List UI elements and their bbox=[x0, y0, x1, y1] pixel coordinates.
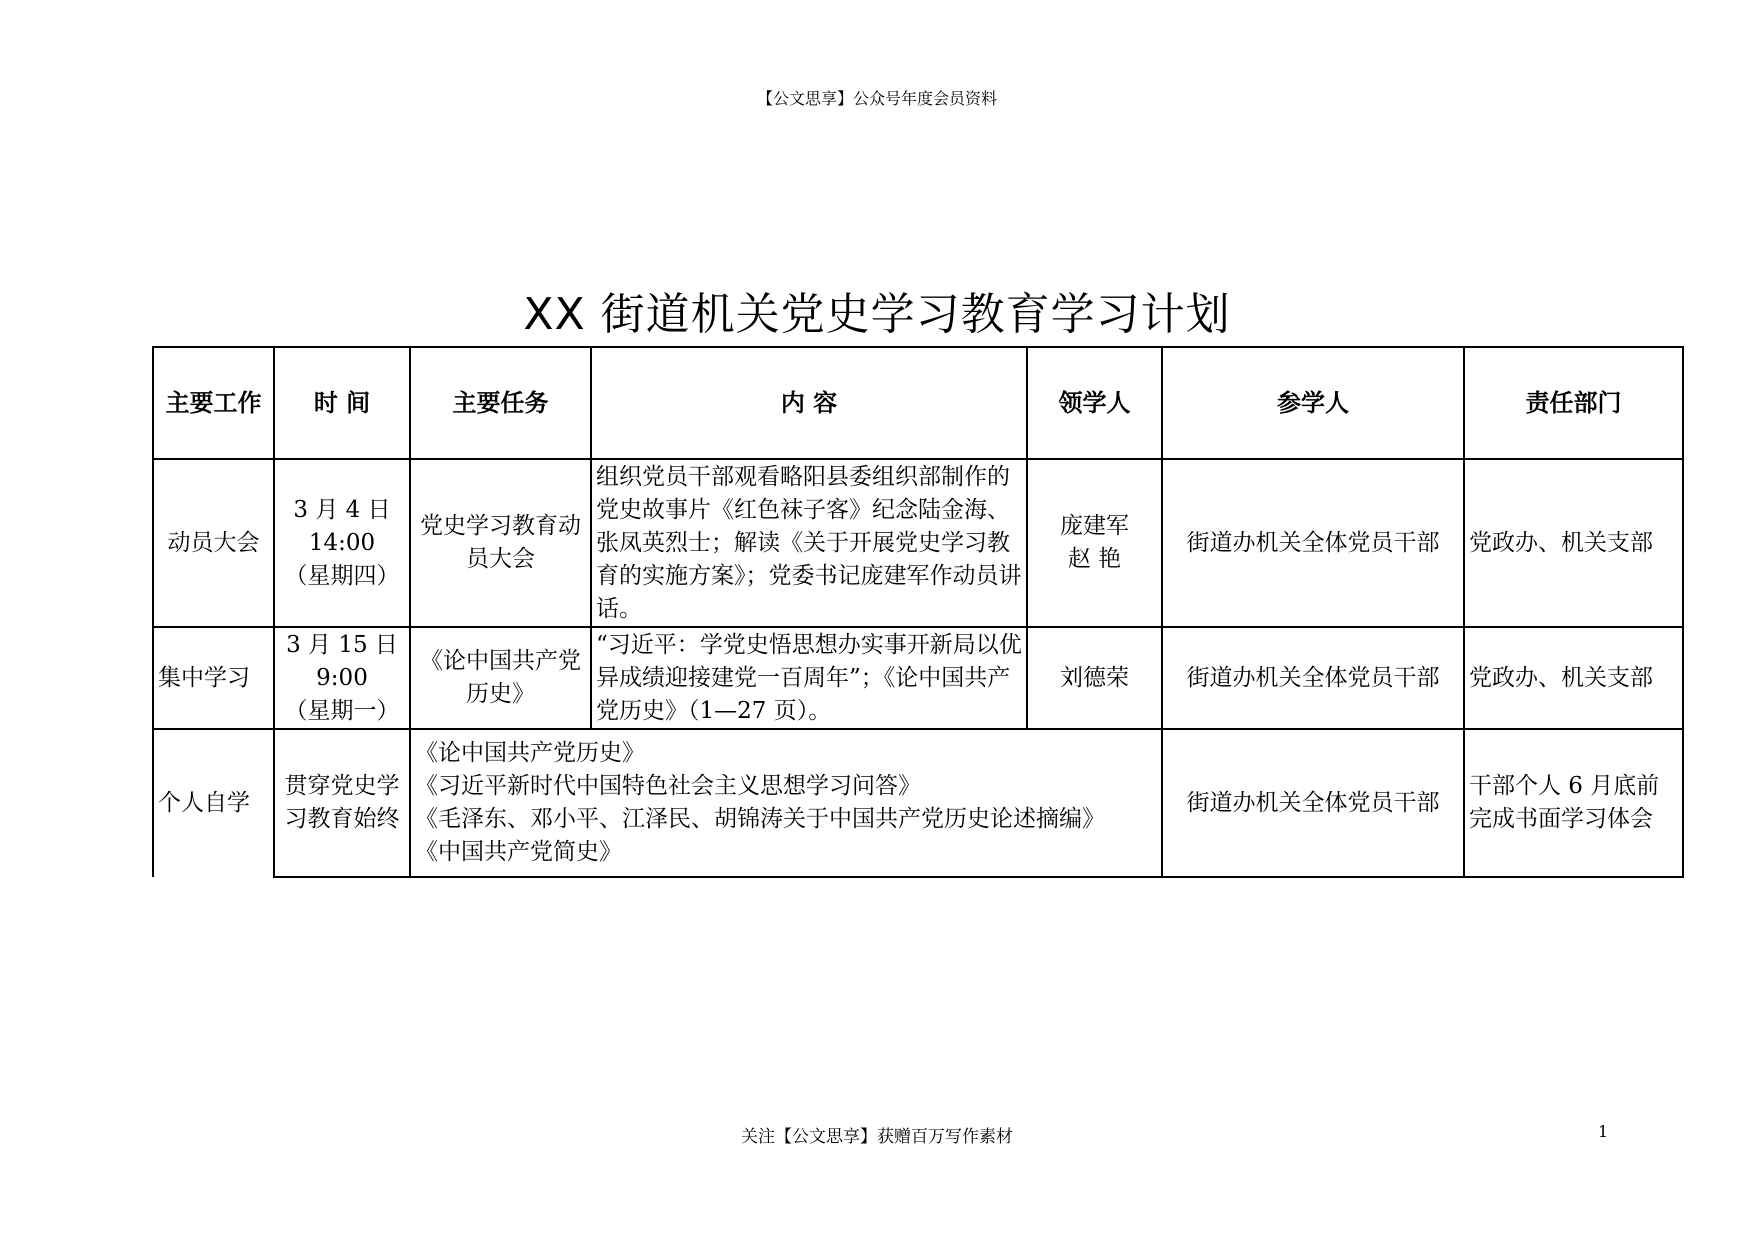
cell-dept: 党政办、机关支部 bbox=[1464, 459, 1683, 627]
time-date: 3 月 15 日 bbox=[286, 631, 398, 658]
time-weekday: （星期一） bbox=[284, 697, 400, 724]
header-time: 时 间 bbox=[274, 347, 410, 459]
cell-task: 党史学习教育动员大会 bbox=[410, 459, 591, 627]
cell-work: 集中学习 bbox=[153, 627, 274, 729]
page-number: 1 bbox=[1598, 1122, 1609, 1141]
cell-content: 组织党员干部观看略阳县委组织部制作的党史故事片《红色袜子客》纪念陆金海、张凤英烈士；解读《关于开展党史学习教育的实施方案》；党委书记庞建军作动员讲话。 bbox=[591, 459, 1027, 627]
table-header-row bbox=[153, 347, 1683, 459]
cell-time: 贯穿党史学习教育始终 bbox=[274, 729, 410, 877]
cell-time bbox=[274, 459, 410, 627]
book-title: 《中国共产党简史》 bbox=[415, 839, 622, 865]
time-weekday: （星期四） bbox=[284, 562, 400, 589]
footer-note: 关注【公文思享】获赠百万写作素材 bbox=[741, 1127, 1013, 1147]
cell-leaders bbox=[1027, 459, 1162, 627]
book-title: 《毛泽东、邓小平、江泽民、胡锦涛关于中国共产党历史论述摘编》 bbox=[415, 806, 1105, 832]
header-main-work: 主要工作 bbox=[153, 347, 274, 459]
cell-time bbox=[274, 627, 410, 729]
book-title: 《习近平新时代中国特色社会主义思想学习问答》 bbox=[415, 773, 921, 799]
header-content: 内 容 bbox=[591, 347, 1027, 459]
header-main-task: 主要任务 bbox=[410, 347, 591, 459]
time-hour: 14:00 bbox=[308, 529, 376, 556]
document-title: XX 街道机关党史学习教育学习计划 bbox=[523, 289, 1231, 340]
header-participants: 参学人 bbox=[1162, 347, 1464, 459]
leader-name: 赵 艳 bbox=[1067, 546, 1122, 572]
cell-participants: 街道办机关全体党员干部 bbox=[1162, 729, 1464, 877]
header-leader: 领学人 bbox=[1027, 347, 1162, 459]
cell-work: 动员大会 bbox=[153, 459, 274, 627]
cell-books bbox=[410, 729, 1162, 877]
cell-dept: 干部个人 6 月底前完成书面学习体会 bbox=[1464, 729, 1683, 877]
cell-work: 个人自学 bbox=[153, 729, 274, 877]
cell-content: “习近平：学党史悟思想办实事开新局以优异成绩迎接建党一百周年”；《论中国共产党历史》（1—27 页）。 bbox=[591, 627, 1027, 729]
header-responsible-dept: 责任部门 bbox=[1464, 347, 1683, 459]
cell-participants: 街道办机关全体党员干部 bbox=[1162, 459, 1464, 627]
table-row bbox=[153, 459, 1683, 627]
table-row bbox=[153, 627, 1683, 729]
cell-task: 《论中国共产党历史》 bbox=[410, 627, 591, 729]
leader-name: 庞建军 bbox=[1060, 513, 1129, 539]
cell-participants: 街道办机关全体党员干部 bbox=[1162, 627, 1464, 729]
time-date: 3 月 4 日 bbox=[293, 496, 391, 523]
time-hour: 9:00 bbox=[316, 664, 368, 691]
table-row bbox=[153, 729, 1683, 877]
header-note: 【公文思享】公众号年度会员资料 bbox=[756, 89, 997, 108]
book-title: 《论中国共产党历史》 bbox=[415, 740, 645, 766]
cell-dept: 党政办、机关支部 bbox=[1464, 627, 1683, 729]
study-plan-table bbox=[152, 346, 1684, 878]
cell-leaders: 刘德荣 bbox=[1027, 627, 1162, 729]
